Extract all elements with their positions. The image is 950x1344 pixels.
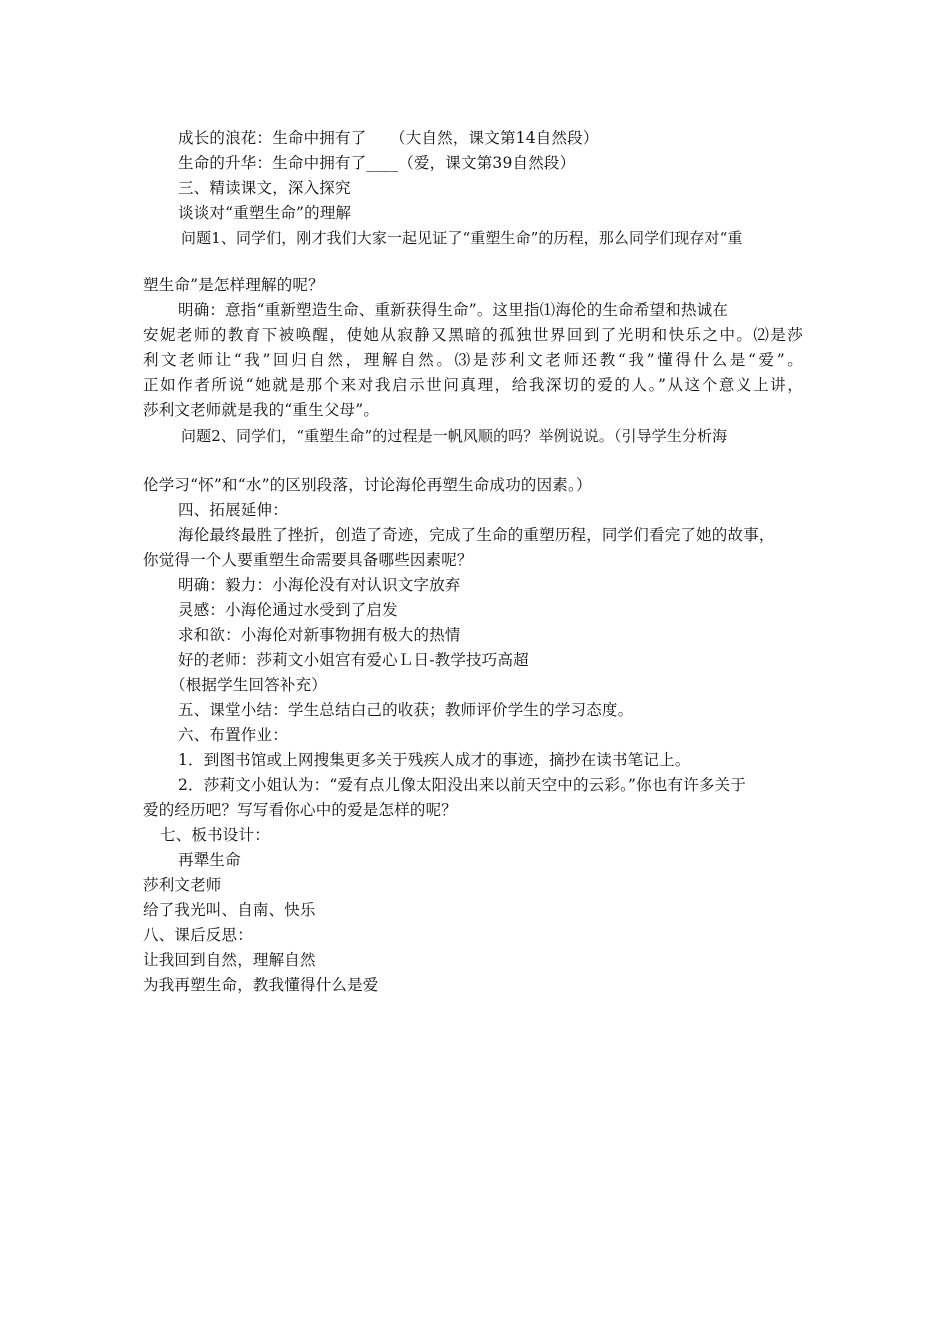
text-line: 让我回到自然，理解自然 (143, 951, 316, 969)
text-line: 谈谈对“重塑生命”的理解 (178, 204, 352, 222)
text-line: 爱的经历吧？写写看你心中的爱是怎样的呢？ (143, 801, 458, 819)
text-line: 求和欲：小海伦对新事物拥有极大的热情 (178, 626, 461, 644)
list-item: 2．莎莉文小姐认为：“爱有点儿像太阳没出来以前天空中的云彩。”你也有许多关于 (178, 776, 747, 794)
text-line: 利文老师让“我”回归自然，理解自然。⑶是莎利文老师还教“我”懂得什么是“爱”。 (143, 351, 803, 369)
text-line: 生命的升华：生命中拥有了____（爱，课文第39自然段） (178, 154, 576, 172)
text-line: 灵感：小海伦通过水受到了启发 (178, 601, 398, 619)
section-heading: 四、拓展延伸： (178, 501, 288, 519)
text-line: 再犟生命 (178, 851, 241, 869)
text-line: 好的老师：莎莉文小姐宫有爱心Ｌ日-教学技巧高超 (178, 651, 529, 669)
text-line: 问题1、同学们，刚才我们大家一起见证了“重塑生命”的历程，那么同学们现存对“重 (181, 229, 743, 247)
section-heading: 三、精读课文，深入探究 (178, 179, 351, 197)
section-heading: 七、板书设计： (160, 826, 270, 844)
text-line: 成长的浪花：生命中拥有了 （大自然，课文第14自然段） (178, 129, 599, 147)
text-line: 莎利文老师就是我的“重生父母”。 (143, 401, 380, 419)
text-line: 塑生命”是怎样理解的呢？ (143, 276, 324, 294)
text-line: 问题2、同学们，“重塑生命”的过程是一帆风顺的吗？举例说说。（引导学生分析海 (181, 427, 728, 445)
text-line: 海伦最终最胜了挫折，创造了奇迹，完成了生命的重塑历程，同学们看完了她的故事， (178, 526, 775, 544)
text-line: 你觉得一个人要重塑生命需要具备哪些因素呢？ (143, 551, 473, 569)
section-heading: 六、布置作业： (178, 726, 288, 744)
text-line: 明确：意指“重新塑造生命、重新获得生命”。这里指⑴海伦的生命希望和热诚在 (178, 301, 729, 319)
section-heading: 五、课堂小结：学生总结白己的收获；教师评价学生的学习态度。 (178, 701, 634, 719)
list-item: 1．到图书馆或上网搜集更多关于残疾人成才的事迹，摘抄在读书笔记上。 (178, 751, 691, 769)
text-line: 明确：毅力：小海伦没有对认识文字放弃 (178, 576, 461, 594)
section-heading: 八、课后反思： (143, 926, 253, 944)
text-line: （根据学生回答补充） (170, 676, 328, 694)
text-line: 为我再塑生命，教我懂得什么是爱 (143, 976, 379, 994)
text-line: 安妮老师的教育下被唤醒，使她从寂静又黑暗的孤独世界回到了光明和快乐之中。⑵是莎 (143, 326, 803, 344)
text-line: 正如作者所说“她就是那个来对我启示世问真理，给我深切的爱的人。”从这个意义上讲， (143, 376, 803, 394)
text-line: 莎利文老师 (143, 876, 222, 894)
text-line: 给了我光叫、自南、快乐 (143, 901, 316, 919)
text-line: 伦学习“怀”和“水”的区别段落，讨论海伦再塑生命成功的因素。） (143, 476, 592, 494)
